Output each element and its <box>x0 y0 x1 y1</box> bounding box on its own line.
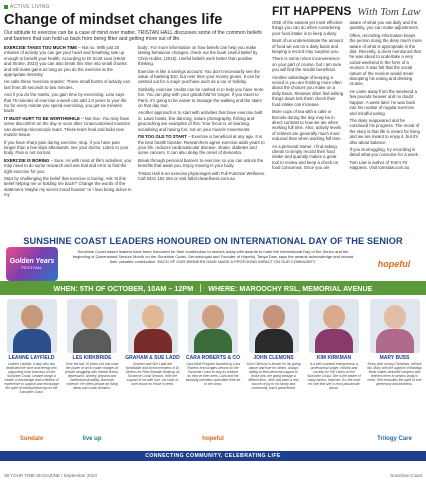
honouree-name: CARA ROBERTS & CO <box>186 355 240 361</box>
honouree-photo <box>249 299 299 353</box>
article-paragraph <box>4 158 132 174</box>
honouree-photo <box>128 299 178 353</box>
honouree-description: Over the last 15 years Les has used the power of art to make changes in people struggling with mental illness, depression, anxiety, physical and intellectual disability, domestic violence. He offers people art living ideas and social isolation. <box>65 362 119 390</box>
fit-happens-title-main: FIT HAPPENS <box>272 4 352 18</box>
seniors-awards-banner <box>0 233 426 467</box>
honouree-photo <box>188 299 238 353</box>
honouree-card <box>307 299 362 394</box>
honouree-card <box>246 299 301 394</box>
footer-right: Sunshine Coast <box>390 472 422 478</box>
sponsor-logo: hopeful <box>202 436 224 442</box>
honouree-name: GRAHAM & SUE LADD <box>125 355 180 361</box>
paragraph-text: Tristan Hall is an exercise physiologist with Full Function Wellness. Call 0431 102 284 or visit fullcirclewellness.com.au <box>138 170 266 181</box>
article-paragraph <box>4 176 132 198</box>
article-paragraph <box>138 158 266 169</box>
article-column-1 <box>4 45 132 200</box>
honouree-description: Leanne Layfield, a lady who has dedicated her time and energy into supporting local business on the Sunshine Coast. Leanne brings a wealth of knowledge and a lifetime of experience to support and encourage the spirit of entrepreneurship on the Sunshine Coast. <box>4 362 59 394</box>
paragraph-text: Start by challenging the belief that exercise is boring. Ask 'Is this belief helping me or holding me back?' Change the words of the statement. Maybe my secret mood booster 'or I love being active in my <box>4 175 132 198</box>
paragraph-text: – Sure. As with most of life's activities, you may need to do some research and use trial and error to find the right exercise for you. <box>4 157 132 174</box>
fit-paragraph: If you at struggling, try recording in detail what you consume for a week. <box>349 146 420 158</box>
honourees-row <box>4 299 422 394</box>
fit-column-2 <box>350 20 423 173</box>
paragraph-text: – Not true. You may have some discomfort on the day or soon after. Unaccustomed muscles can develop microscopic tears. These tears heal and build new muscle tissue. <box>4 115 130 138</box>
paragraph-text: body'. For more information on how beliefs can help you make lasting behaviour changes, check out the book Useful Belief by Chris Hobbs. (2016). Useful beliefs work better than positive thinking. <box>138 45 258 67</box>
footer-left: 38 YOUR TIME MAGAZINE / September 2023 <box>4 472 97 478</box>
fit-paragraph: Most of us underestimate the amount of food we eat on a daily basis and keeping a record may surprise you. <box>272 38 343 55</box>
honouree-name: LES KIRKBRIDE <box>72 355 112 361</box>
paragraph-heading: IT MUST HURT TO BE WORTHWHILE <box>4 115 82 121</box>
honouree-description: Every year during Christmas, without fail, Mary with the support of Bondigo Bank makes beautiful hampers and delivers them to seniors living in need. She embodies the spirit of true generosity and kindness. <box>367 362 422 386</box>
article-lede: Our attitude to exercise can be a case of mind over matter. TRISTAN HALL discusses some of the common beliefs and barriers that can hold us back from being fitter and getting more out of life. <box>4 30 262 42</box>
logo-left-line2: FESTIVAL <box>21 265 43 270</box>
fit-paragraph: He came away from the weekend a few pounds heavier and no doubt happier. A week later, he was back into his routine of regular exercise and mindful eating. <box>349 88 417 116</box>
logo-left-line1: Golden Years <box>9 258 55 265</box>
honouree-photo <box>309 299 359 353</box>
banner-intro: Sunshine Coast based leaders have been honoured for their contribution to seniors today with awards to mark the International Day of the Senior and the beginning of Queensland Seniors Month on the Sunshine Coast. Gerontologist and Founder of Hopeful, Tanya Daw, says the awards acknowledge and reward their valuable contribution. EACH OF OUR WINNERS HAVE MADE A PROFOUND IMPACT ON OUR COMMUNITY. <box>72 249 354 264</box>
article-paragraph <box>138 110 266 132</box>
article-paragraph <box>4 45 132 77</box>
honouree-photo <box>67 299 117 353</box>
article-paragraph <box>4 140 132 156</box>
paragraph-text: Exercise is like a savings account. You don't necessarily see the value of banking $10, but over time your money grows. It can be cashed out for a major purchase such as a car or holiday. <box>138 68 261 85</box>
hopeful-logo <box>368 249 420 279</box>
honouree-name: LEANNE LAYFIELD <box>8 355 55 361</box>
article-paragraph <box>138 45 266 67</box>
golden-years-festival-logo <box>6 247 58 281</box>
logo-right-line1: hopeful <box>377 259 411 269</box>
article-paragraph <box>138 87 266 109</box>
article-paragraph <box>138 171 266 182</box>
honouree-description: John Clemons is known for his giving nature and love for others. Always willing to lend personal support to those who are going through a difficult time. John has been a real source of joy to his family and community, and a great friend. <box>246 362 301 390</box>
paragraph-text: – Exercise is beneficial at any age. It is the best health booster. Researchers agree exercise adds years to your life, reduces cardiovascular disease, stroke, diabetes and some cancers. It can also delay the onset of dementia. <box>138 134 265 156</box>
paragraph-text: – Not so. With just 20 minutes of activity you can get your heart and breathing rate up enough to benefit your health. According to Dr Scott Lear (Heart and Stroke, 2022) you can also break this time into small chunks and still make gains as long as you do the exercise at the appropriate intensity. <box>4 45 127 78</box>
article-paragraph <box>138 69 266 85</box>
fit-paragraph: More cups of tea with a cake or biscuits during the day may be in direct contrast to how we ate when working full time. Also, activity levels of retirees are generally much more reduced than when working full time. <box>272 109 342 142</box>
event-details-bar <box>0 281 426 295</box>
fit-happens-title <box>272 4 422 18</box>
article-paragraph <box>4 79 132 90</box>
paragraph-heading: I'M TOO OLD TO START <box>138 134 188 140</box>
honouree-photo <box>7 299 57 353</box>
event-when: WHEN: 5TH OF OCTOBER, 10AM – 12PM <box>53 283 194 293</box>
honouree-name: JOHN CLEMONS <box>253 355 294 361</box>
connect-bar: CONNECTING COMMUNITY, CELEBRATING LIFE <box>0 451 426 461</box>
paragraph-text: If you have sharp pain during exercise, stop. If you have pain longer than a few days afterwards, see your doctor. Listen to your body. Pain is not normal. <box>4 139 129 156</box>
banner-title: SUNSHINE COAST LEADERS HONOURED ON INTERNATIONAL DAY OF THE SENIOR <box>23 236 403 246</box>
page-footer <box>0 470 426 480</box>
sponsor-logo: Trilogy Care <box>377 436 412 442</box>
honouree-description: Is a well-rounded entrepreneur, a professional singer, violinist and vocalist for Ten choirs on the Sunshine Coast. She is the leader of many basics, however, it is the work for one that she is most passionate about. <box>307 362 361 390</box>
sponsor-logos-row <box>4 432 422 446</box>
article-paragraph <box>138 134 266 156</box>
fit-paragraph: aware of what you eat daily and the quantity, you can make adjustments. <box>349 20 419 31</box>
fit-column-1 <box>272 20 345 173</box>
article-paragraph <box>4 116 132 138</box>
fit-paragraph: Often, recording information keeps the person doing the diary much more aware of what is appropriate in the diet. Recently, a client mentioned that he was about to undertake a very social weekend in the form of a reunion. It was felt that the social nature of the reunion would mean disrupting his eating and drinking routine. <box>349 32 422 87</box>
sponsor-logo: live up <box>82 436 102 442</box>
fit-paragraph: The diary reappeared and he continued his progress. The moral of the story is that life is meant for living and we are meant to enjoy it, but it's also about balance. <box>349 117 420 145</box>
honouree-name: MARY BUSS <box>379 355 410 361</box>
active-living-article <box>4 4 266 200</box>
paragraph-text: Break through personal barriers to exercise so you can unlock the benefits that await you. Enjoy moving in your body. <box>138 157 264 169</box>
paragraph-heading: EXERCISE TAKES TOO MUCH TIME <box>4 45 79 50</box>
fit-paragraph: There is some minor inconvenience on your part of course, but I am sure you will find the results beneficial. <box>272 56 342 73</box>
honouree-card <box>4 299 59 394</box>
event-separator <box>200 284 201 292</box>
sponsor-logo: Sundale <box>19 436 44 442</box>
article-paragraph <box>4 92 132 114</box>
honouree-card <box>186 299 241 394</box>
honouree-name: KIM KIRKMAN <box>316 355 352 361</box>
paragraph-text: Another approach is to start with activities that have exercise built in. Lawn bowls, line dancing, nature photography, fishing and geocaching are examples of this. Your focus is on learning, socialising and having fun, not on your muscle movements. <box>138 110 263 132</box>
section-tag-icon <box>4 5 8 9</box>
article-headline: Change of mindset changes life <box>4 12 223 28</box>
paragraph-text: He calls these 'exercise snacks'. These small bursts of activity can last from 30 seconds to two minutes. <box>4 79 130 90</box>
event-where: WHERE: MAROOCHY RSL, MEMORIAL AVENUE <box>208 283 373 293</box>
paragraph-text: And if you do the maths, you gain time by exercising. Lear says that 75 minutes of exercise a week can add 1.8 years to your life. So for every minute you spend exercising, you get six minutes back! <box>4 92 128 114</box>
fit-paragraph: Tom Law is author of Tom's Fit Happens. Visit tomslaw.com.au <box>349 159 410 171</box>
honouree-description: Graham and Sue Ladd are formidable and loved members of ID Seniors for Real Seaside Walking. At Sunshine Coast Seniors. With the support of his wife Sue, run visits to care house for those in need. <box>125 362 180 386</box>
honouree-card <box>65 299 120 394</box>
section-tag-label: ACTIVE LIVING <box>10 4 50 10</box>
paragraph-heading: EXERCISE IS BORING <box>4 157 51 163</box>
fit-happens-byline: With Tom Law <box>357 6 421 18</box>
section-tag <box>4 4 266 10</box>
article-column-2 <box>138 45 266 200</box>
honouree-photo <box>370 299 420 353</box>
honouree-description: Cara Adult Program founded by Cara Roberts encourages seniors on the Sunshine Coast to stay as creative as they've ever been. Cara and the founding members submitted their art to the show. <box>185 362 241 386</box>
fit-paragraph: Another advantage of keeping a record is you are thinking more often about the choices you make on a daily basis. Reviews often find writing things down lets them check their food intake can increase. <box>272 74 344 107</box>
paragraph-text: Similarly, exercise credits can be cashed in to help you have more fun. You can play with your grandchild for longer. If you travel to Paris, it's going to be easier to manage the walking and the stairs on that day tour. <box>138 86 264 109</box>
fit-paragraph: As a personal trainer, I find asking clients to simply record their food intake and quantity makes a great tool to review and keep a check on food consumed. Once you are <box>272 143 339 171</box>
honouree-card <box>125 299 180 394</box>
honouree-card <box>367 299 422 394</box>
fit-paragraph: ONE of the easiest yet most effective things you can do when considering your food intake is to keep a diary. <box>272 20 343 36</box>
fit-happens-column <box>272 4 422 173</box>
